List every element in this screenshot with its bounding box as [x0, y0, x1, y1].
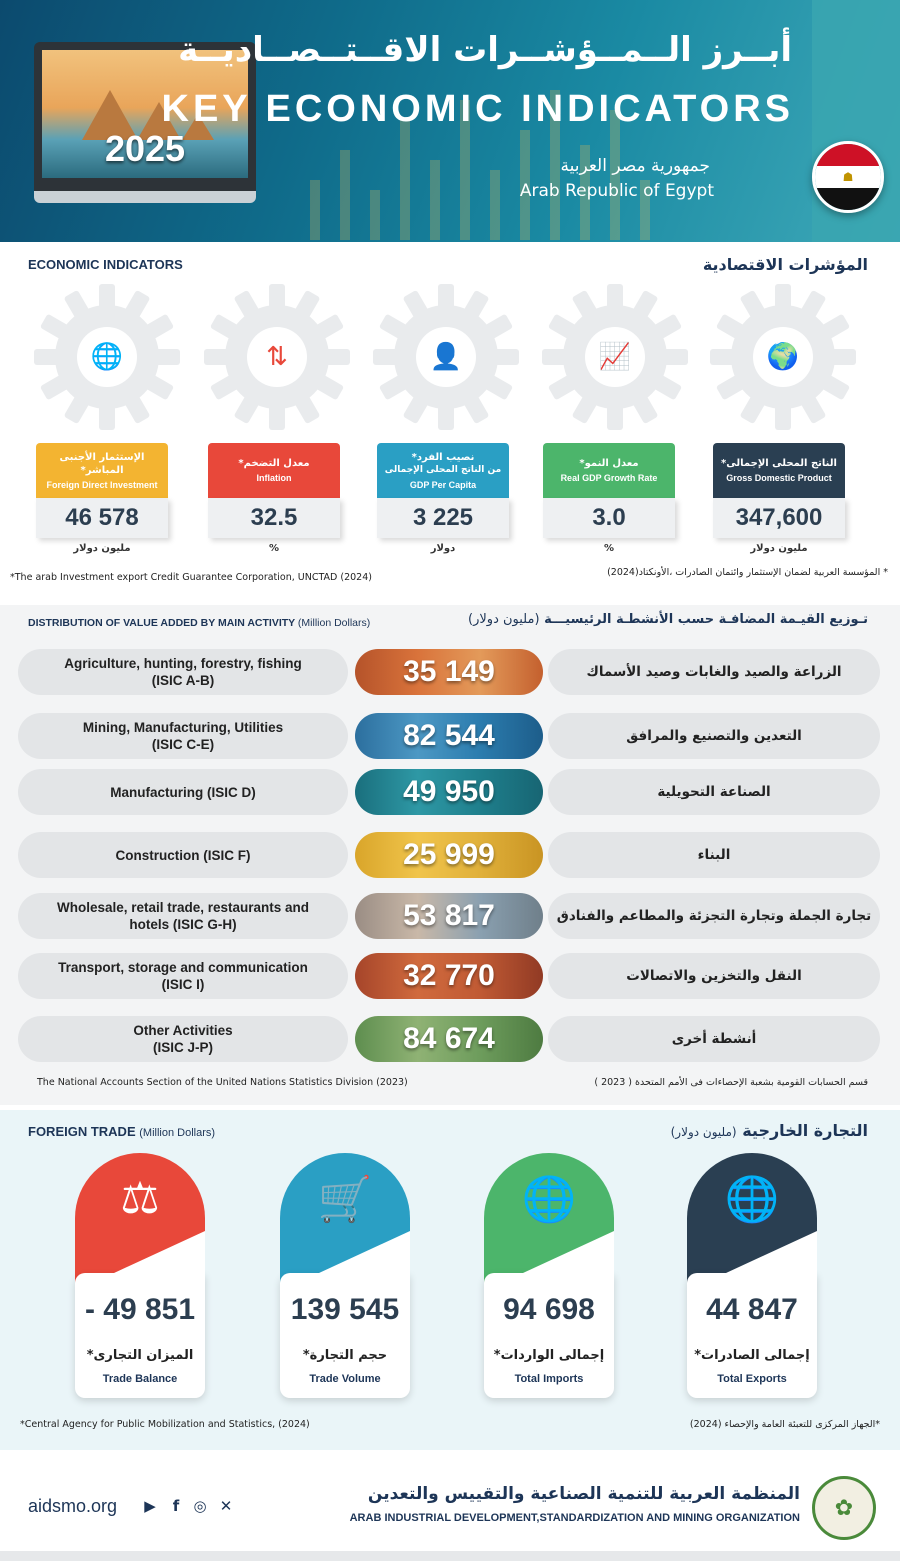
activity-ar: التعدين والتصنيع والمرافق [548, 713, 880, 759]
gdp-per-capita-card [377, 443, 509, 538]
total-imports-ar: إجمالى الواردات* [493, 1348, 605, 1363]
activity-value: 53 817 [355, 893, 543, 939]
title-arabic: أبــرز الــمــؤشــرات الاقــتــصــاديــة [178, 30, 792, 70]
gdp-per-capita-value: 3 225 [377, 498, 509, 538]
inflation-label: معدل التضخم* Inflation [208, 443, 340, 498]
activity-ar: الزراعة والصيد والغابات وصيد الأسماك [548, 649, 880, 695]
growth-card [543, 443, 675, 538]
activity-ar: الصناعة التحويلية [548, 769, 880, 815]
inflation-value: 32.5 [208, 498, 340, 538]
distribution-source-ar: قسم الحسابات القومية بشعبة الإحصاءات فى الأمم المتحدة ( 2023 ) [594, 1077, 868, 1088]
gdp-globe-icon: 🌍 [753, 327, 813, 387]
gdp-per-capita-unit: دولار [430, 543, 456, 554]
gdp-value: 347,600 [713, 498, 845, 538]
gdp-card [713, 443, 845, 538]
total-exports-value: 44 847 [706, 1293, 798, 1326]
growth-value: 3.0 [543, 498, 675, 538]
growth-unit: % [603, 543, 615, 554]
globe-import-icon: 🌐 [484, 1153, 614, 1293]
table-row [18, 893, 880, 939]
total-exports-en: Total Exports [717, 1373, 787, 1385]
activity-value: 35 149 [355, 649, 543, 695]
activity-value: 25 999 [355, 832, 543, 878]
fdi-label: الإستثمار الأجنبى المباشر* Foreign Direct Investment [36, 443, 168, 498]
instagram-icon[interactable]: ◎ [193, 1497, 207, 1515]
economic-title-ar: المؤشرات الاقتصادية [702, 255, 868, 274]
trade-title-ar: التجارة الخارجية (مليون دولار) [670, 1121, 868, 1140]
trade-balance-value: - 49 851 [84, 1293, 196, 1326]
activity-ar: البناء [548, 832, 880, 878]
fdi-gear [32, 282, 182, 432]
facebook-icon[interactable]: f [172, 1497, 180, 1515]
activity-ar: تجارة الجملة وتجارة التجزئة والمطاعم والفنادق [548, 893, 880, 939]
website-link[interactable]: aidsmo.org [28, 1496, 118, 1516]
globe-export-icon: 🌐 [687, 1153, 817, 1293]
fdi-card [36, 443, 168, 538]
footer [0, 1462, 900, 1561]
gdp-unit: مليون دولار [750, 543, 808, 554]
activity-en: Manufacturing (ISIC D) [18, 769, 348, 815]
trade-volume-ar: حجم التجارة* [302, 1348, 388, 1363]
trade-title-en: FOREIGN TRADE (Million Dollars) [28, 1124, 216, 1139]
distribution-title-ar: تـوزيع القيـمة المضافـة حسب الأنشطـة الرئيسيـــة (مليون دولار) [468, 612, 868, 627]
table-row [18, 769, 880, 815]
table-row [18, 832, 880, 878]
table-row [18, 953, 880, 999]
trade-volume-en: Trade Volume [309, 1373, 381, 1385]
youtube-icon[interactable]: ▶ [144, 1497, 156, 1515]
year-label: 2025 [104, 128, 186, 169]
gdp-per-capita-label: نصيب الفرد* من الناتج المحلى الإجمالى GDP Per Capita [377, 443, 509, 498]
activity-en: Wholesale, retail trade, restaurants and hotels (ISIC G-H) [18, 893, 348, 939]
trade-volume-value: 139 545 [290, 1293, 400, 1326]
org-name-ar: المنظمة العربية للتنمية الصناعية والتقييس والتعدين [367, 1484, 800, 1504]
inflation-coins-icon: ⇅ [247, 327, 307, 387]
inflation-card [208, 443, 340, 538]
cart-globe-icon: 🛒 [280, 1153, 410, 1293]
trade-balance-ar: الميزان التجارى* [86, 1348, 194, 1363]
trade-balance-icon: ⚖ [75, 1153, 205, 1293]
distribution-source-en: The National Accounts Section of the United Nations Statistics Division (2023) [37, 1077, 408, 1088]
globe-dollar-hand-icon: 🌐 [77, 327, 137, 387]
country-english: Arab Republic of Egypt [519, 181, 714, 201]
activity-ar: النقل والتخزين والاتصالات [548, 953, 880, 999]
total-exports-card [687, 1153, 817, 1398]
total-imports-card [484, 1153, 614, 1398]
growth-label: معدل النمو* Real GDP Growth Rate [543, 443, 675, 498]
total-exports-ar: إجمالى الصادرات* [694, 1348, 810, 1363]
activity-en: Agriculture, hunting, forestry, fishing (ISIC A-B) [18, 649, 348, 695]
person-dollar-icon: 👤 [416, 327, 476, 387]
total-imports-value: 94 698 [503, 1293, 595, 1326]
gdp-label: الناتج المحلى الإجمالى* Gross Domestic Product [713, 443, 845, 498]
x-icon[interactable]: ✕ [219, 1497, 233, 1515]
fdi-unit: مليون دولار [73, 543, 131, 554]
table-row [18, 713, 880, 759]
egypt-flag-icon: ☗ [812, 141, 884, 213]
trade-source-ar: *الجهاز المركزى للتعبئة العامة والإحصاء (2024) [689, 1419, 880, 1430]
table-row [18, 1016, 880, 1062]
organization-logo-icon: ✿ [812, 1476, 876, 1540]
growth-chart-icon: 📈 [585, 327, 645, 387]
title-english: KEY ECONOMIC INDICATORS [161, 88, 794, 130]
activity-value: 82 544 [355, 713, 543, 759]
gdp-gear [708, 282, 858, 432]
activity-value: 49 950 [355, 769, 543, 815]
trade-volume-card [280, 1153, 410, 1398]
inflation-unit: % [268, 543, 280, 554]
fdi-value: 46 578 [36, 498, 168, 538]
economic-source-en: *The arab Investment export Credit Guarantee Corporation, UNCTAD (2024) [10, 572, 372, 583]
activity-value: 84 674 [355, 1016, 543, 1062]
activity-en: Other Activities (ISIC J-P) [18, 1016, 348, 1062]
total-imports-en: Total Imports [514, 1373, 584, 1385]
growth-gear [540, 282, 690, 432]
trade-balance-en: Trade Balance [102, 1373, 178, 1385]
inflation-gear [202, 282, 352, 432]
economic-title-en: ECONOMIC INDICATORS [28, 257, 183, 272]
country-arabic: جمهورية مصر العربية [560, 156, 710, 176]
activity-value: 32 770 [355, 953, 543, 999]
distribution-title-en: DISTRIBUTION OF VALUE ADDED BY MAIN ACTIVITY (Million Dollars) [28, 617, 371, 629]
economic-source-ar: * المؤسسة العربية لضمان الإستثمار وائتمان الصادرات ،الأونكتاد(2024) [607, 567, 888, 578]
activity-en: Mining, Manufacturing, Utilities (ISIC C-E) [18, 713, 348, 759]
activity-en: Construction (ISIC F) [18, 832, 348, 878]
activity-en: Transport, storage and communication (ISIC I) [18, 953, 348, 999]
gdp-per-capita-gear [371, 282, 521, 432]
decorative-bars [300, 60, 720, 240]
table-row [18, 649, 880, 695]
org-name-en: ARAB INDUSTRIAL DEVELOPMENT,STANDARDIZATION AND MINING ORGANIZATION [349, 1512, 800, 1524]
trade-source-en: *Central Agency for Public Mobilization and Statistics, (2024) [20, 1419, 310, 1430]
activity-ar: أنشطة أخرى [548, 1016, 880, 1062]
trade-balance-card [75, 1153, 205, 1398]
